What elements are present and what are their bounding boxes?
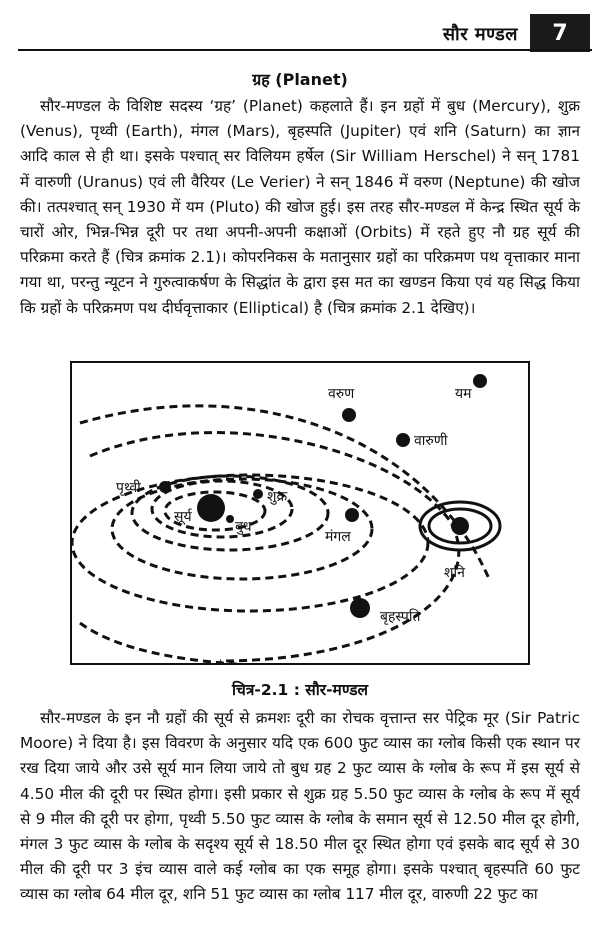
section-heading: ग्रह (Planet) bbox=[252, 70, 348, 89]
label-neptune: वरुण bbox=[328, 386, 355, 402]
label-venus: शुक्र bbox=[267, 489, 288, 505]
label-mercury: बुध bbox=[235, 519, 252, 535]
solar-system-diagram bbox=[70, 361, 530, 665]
page-number: 7 bbox=[530, 14, 590, 52]
planet-pluto bbox=[473, 374, 487, 388]
planet-jupiter bbox=[350, 598, 370, 618]
label-earth: पृथ्वी bbox=[116, 480, 141, 496]
label-uranus: वारुणी bbox=[414, 433, 448, 449]
label-pluto: यम bbox=[455, 386, 472, 402]
label-saturn: शनि bbox=[444, 565, 465, 581]
planet-earth bbox=[159, 481, 171, 493]
planet-saturn bbox=[451, 517, 469, 535]
page-header bbox=[0, 0, 600, 52]
paragraph-patrick-moore: सौर-मण्डल के इन नौ ग्रहों की सूर्य से क्रमशः दूरी का रोचक वृत्तान्त सर पेट्रिक मूर (Sir Patric Moore) ने दिया है। इस विवरण के अनुसार यदि एक 600 फुट व्यास का ग्लोब किसी एक स्थान पर रख दिया जाये और उसे सूर्य मान लिया जाये तो बुध ग्रह 2 फुट व्यास के ग्लोब के रूप में इस सूर्य से 4.50 मील की दूरी पर स्थित होगा। इसी प्रकार से शुक्र ग्रह 5.50 फुट व्यास के ग्लोब के रूप में सूर्य से 9 मील की दूरी पर होगा, पृथ्वी 5.50 फुट व्यास के ग्लोब के समान सूर्य से 12.50 मील दूर होगी, मंगल 3 फुट व्यास के ग्लोब के सदृश्य सूर्य से 18.50 मील दूर स्थित होगा एवं इसके बाद सूर्य से 30 मील की दूरी पर 3 इंच व्यास वाले कई ग्लोब का एक समूह होगा। इसके पश्चात् बृहस्पति 60 फुट व्यास का ग्लोब 64 मील दूर, शनि 51 फुट व्यास का ग्लोब 117 मील दूर, वारुणी 22 फुट का bbox=[20, 709, 580, 904]
label-sun: सूर्य bbox=[174, 509, 192, 525]
planet-mars bbox=[345, 508, 359, 522]
label-jupiter: बृहस्पति bbox=[380, 609, 421, 625]
paragraph-planets-intro: सौर-मण्डल के विशिष्ट सदस्य ‘ग्रह’ (Planet) कहलाते हैं। इन ग्रहों में बुध (Mercury), शुक्र (Venus), पृथ्वी (Earth), मंगल (Mars), बृहस्पति (Jupiter) एवं शनि (Saturn) का ज्ञान आदि काल से ही था। इसके पश्चात् सर विलियम हर्षेल (Sir William Herschel) ने सन् 1781 में वारुणी (Uranus) एवं ली वैरियर (Le Verier) ने सन् 1846 में वरुण (Neptune) की खोज की। तत्पश्चात् सन् 1930 में यम (Pluto) की खोज हुई। इस तरह सौर-मण्डल में केन्द्र स्थित सूर्य के चारों ओर, भिन्न-भिन्न दूरी पर तथा अपनी-अपनी कक्षाओं (Orbits) में रहते हुए नौ ग्रह सूर्य की परिक्रमा करते हैं (चित्र क्रमांक 2.1)। कोपरनिकस के मतानुसार ग्रहों का परिक्रमण पथ वृत्ताकार माना गया था, परन्तु न्यूटन ने गुरुत्वाकर्षण के सिद्धांत के द्वारा इस मत का खण्डन किया एवं यह सिद्ध किया कि ग्रहों के परिक्रमण पथ दीर्घवृत्ताकार (Elliptical) है (चित्र क्रमांक 2.1 देखिए)। bbox=[20, 97, 580, 317]
planet-venus bbox=[253, 489, 263, 499]
planet-neptune bbox=[342, 408, 356, 422]
header-rule bbox=[18, 49, 592, 51]
planet-uranus bbox=[396, 433, 410, 447]
figure-border bbox=[71, 362, 529, 664]
sun bbox=[197, 494, 225, 522]
planet-mercury bbox=[226, 515, 234, 523]
figure-caption: चित्र-2.1 : सौर-मण्डल bbox=[232, 681, 368, 699]
chapter-title: सौर मण्डल bbox=[442, 24, 518, 45]
solar-system-figure bbox=[70, 361, 530, 665]
label-mars: मंगल bbox=[325, 529, 351, 545]
